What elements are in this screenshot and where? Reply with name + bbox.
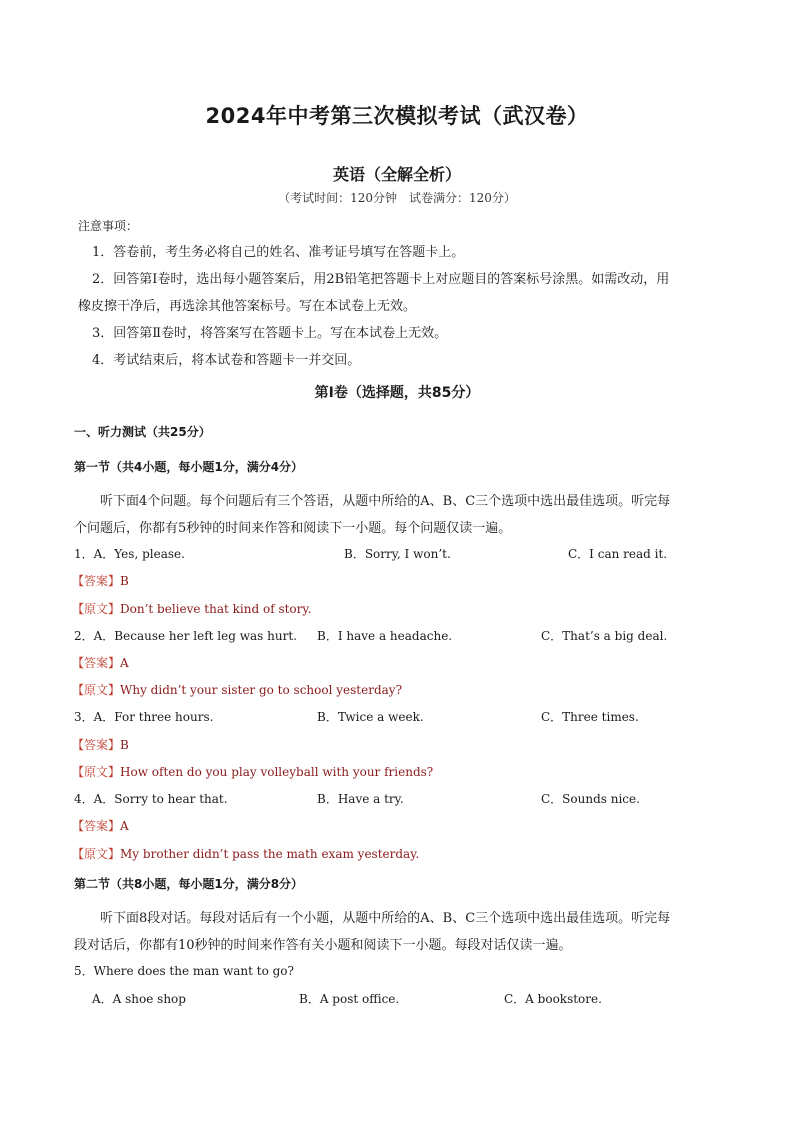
- sub-section-title: 第二节（共8小题，每小题1分，满分8分）: [74, 877, 304, 891]
- notes-heading: 注意事项：: [78, 219, 139, 233]
- note-item-continued: 橡皮擦干净后，再选涂其他答案标号。写在本试卷上无效。: [78, 299, 417, 314]
- answer-value: B: [120, 574, 129, 588]
- original-tag: 【原文】: [72, 683, 121, 697]
- answer-value: A: [120, 656, 129, 670]
- original-line: [72, 681, 402, 698]
- question-1-option-b: B．Sorry, I won’t.: [344, 547, 451, 561]
- question-5-stem: 5．Where does the man want to go?: [74, 964, 294, 978]
- section-title: 第Ⅰ卷（选择题，共85分）: [314, 385, 480, 401]
- question-3-option-a: 3．A．For three hours.: [74, 710, 214, 724]
- question-4-option-b: B．Have a try.: [317, 792, 404, 806]
- question-2-option-c: C．That’s a big deal.: [541, 629, 668, 643]
- original-text: Why didn’t your sister go to school yesterday?: [120, 683, 403, 697]
- note-item: 2．回答第Ⅰ卷时，选出每小题答案后，用2B铅笔把答题卡上对应题目的答案标号涂黑。如需改动，用: [92, 272, 670, 287]
- original-tag: 【原文】: [72, 847, 121, 861]
- question-5-option-b: B．A post office.: [299, 992, 400, 1006]
- answer-tag: 【答案】: [72, 574, 121, 588]
- part-heading: 一、听力测试（共25分）: [74, 425, 211, 439]
- instruction-line: 个问题后，你都有5秒钟的时间来作答和阅读下一小题。每个问题仅读一遍。: [74, 521, 512, 536]
- original-text: How often do you play volleyball with your friends?: [120, 765, 434, 779]
- answer-line: [72, 736, 129, 753]
- sub-section-title: 第一节（共4小题，每小题1分，满分4分）: [74, 460, 304, 474]
- answer-tag: 【答案】: [72, 819, 121, 833]
- answer-line: [72, 817, 129, 834]
- question-5-option-c: C．A bookstore.: [504, 992, 602, 1006]
- answer-line: [72, 654, 129, 671]
- page-title: 2024年中考第三次模拟考试（武汉卷）: [205, 104, 589, 128]
- question-3-option-b: B．Twice a week.: [317, 710, 424, 724]
- instruction-line: 听下面8段对话。每段对话后有一个小题，从题中所给的A、B、C三个选项中选出最佳选项。听完每: [100, 911, 671, 926]
- original-text: My brother didn’t pass the math exam yesterday.: [120, 847, 420, 861]
- question-1-option-c: C．I can read it.: [568, 547, 668, 561]
- question-4-option-c: C．Sounds nice.: [541, 792, 640, 806]
- answer-tag: 【答案】: [72, 656, 121, 670]
- question-2-option-b: B．I have a headache.: [317, 629, 453, 643]
- answer-value: B: [120, 738, 129, 752]
- page-subtitle: 英语（全解全析）: [332, 165, 461, 184]
- note-item: 1．答卷前，考生务必将自己的姓名、准考证号填写在答题卡上。: [92, 245, 465, 260]
- instruction-line: 段对话后，你都有10秒钟的时间来作答有关小题和阅读下一小题。每段对话仅读一遍。: [74, 938, 572, 953]
- question-5-option-a: A．A shoe shop: [92, 992, 186, 1006]
- answer-line: [72, 572, 129, 589]
- original-text: Don’t believe that kind of story.: [120, 602, 312, 616]
- answer-value: A: [120, 819, 129, 833]
- original-line: [72, 763, 433, 780]
- original-tag: 【原文】: [72, 765, 121, 779]
- answer-tag: 【答案】: [72, 738, 121, 752]
- note-item: 4．考试结束后，将本试卷和答题卡一并交回。: [92, 353, 361, 368]
- original-tag: 【原文】: [72, 602, 121, 616]
- original-line: [72, 600, 311, 617]
- original-line: [72, 845, 419, 862]
- question-4-option-a: 4．A．Sorry to hear that.: [74, 792, 228, 806]
- exam-info: （考试时间：120分钟 试卷满分：120分）: [278, 191, 516, 205]
- note-item: 3．回答第Ⅱ卷时，将答案写在答题卡上。写在本试卷上无效。: [92, 326, 448, 341]
- question-1-option-a: 1．A．Yes, please.: [74, 547, 185, 561]
- instruction-line: 听下面4个问题。每个问题后有三个答语，从题中所给的A、B、C三个选项中选出最佳选项。听完每: [100, 494, 671, 509]
- question-3-option-c: C．Three times.: [541, 710, 639, 724]
- question-2-option-a: 2．A．Because her left leg was hurt.: [74, 629, 297, 643]
